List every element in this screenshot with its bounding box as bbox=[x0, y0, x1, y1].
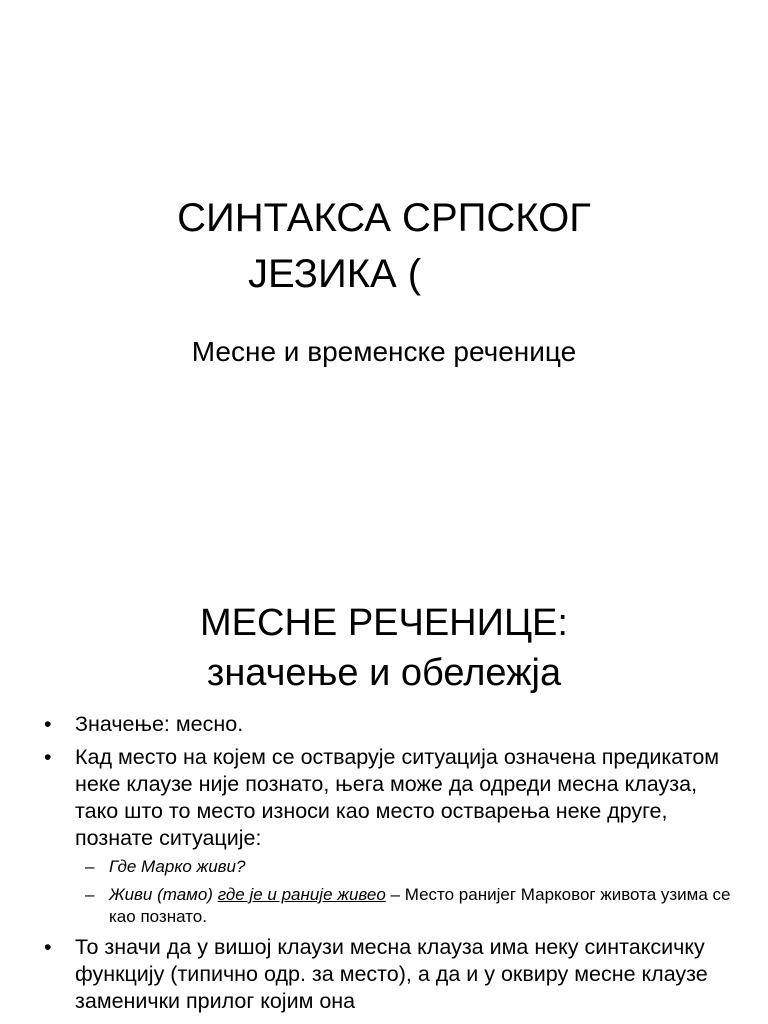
title-line-2: ЈЕЗИКА ( bbox=[248, 252, 422, 296]
list-item-text: Кад место на којем се остварује ситуација означена предикатом неке клаузе није познато, њега може да одреди месна клауза, тако што то место износи као место остварења неке друге, познате ситуације: bbox=[75, 745, 720, 850]
list-item-text: То значи да у вишој клаузи месна клауза има неку синтаксичку функцију (типично одр. за место), а да и у оквиру месне клаузе заменички прилог којим она bbox=[75, 935, 708, 1013]
bullet-icon: • bbox=[44, 935, 52, 959]
sub-list-item bbox=[75, 884, 744, 928]
dash-icon: – bbox=[85, 885, 95, 904]
title-line-1: СИНТАКСА СРПСКОГ bbox=[177, 196, 591, 240]
slide-title-line-1: МЕСНЕ РЕЧЕНИЦЕ: bbox=[200, 602, 568, 644]
bullet-list bbox=[44, 711, 744, 1015]
list-item-text: Значење: месно. bbox=[75, 712, 244, 736]
example-explanation: – Место ранијег Марковог живота узима се као познато. bbox=[109, 885, 731, 926]
example-answer: Живи (тамо) bbox=[109, 885, 218, 904]
sub-list bbox=[75, 856, 744, 928]
sub-list-item bbox=[75, 856, 744, 878]
list-item bbox=[44, 934, 744, 1015]
slide-body bbox=[44, 711, 744, 1021]
slide-title-line-2: значење и обележја bbox=[206, 652, 562, 694]
content-slide bbox=[0, 576, 768, 1024]
bullet-icon: • bbox=[44, 712, 52, 736]
presentation-title bbox=[0, 190, 768, 302]
list-item bbox=[44, 711, 744, 738]
presentation-subtitle: Месне и временске реченице bbox=[191, 336, 577, 367]
example-clause-underlined: где је и раније живео bbox=[217, 885, 386, 904]
list-item bbox=[44, 744, 744, 928]
slide-title bbox=[0, 598, 768, 698]
dash-icon: – bbox=[85, 857, 95, 876]
bullet-icon: • bbox=[44, 745, 52, 769]
example-question: Где Марко живи? bbox=[109, 857, 246, 876]
